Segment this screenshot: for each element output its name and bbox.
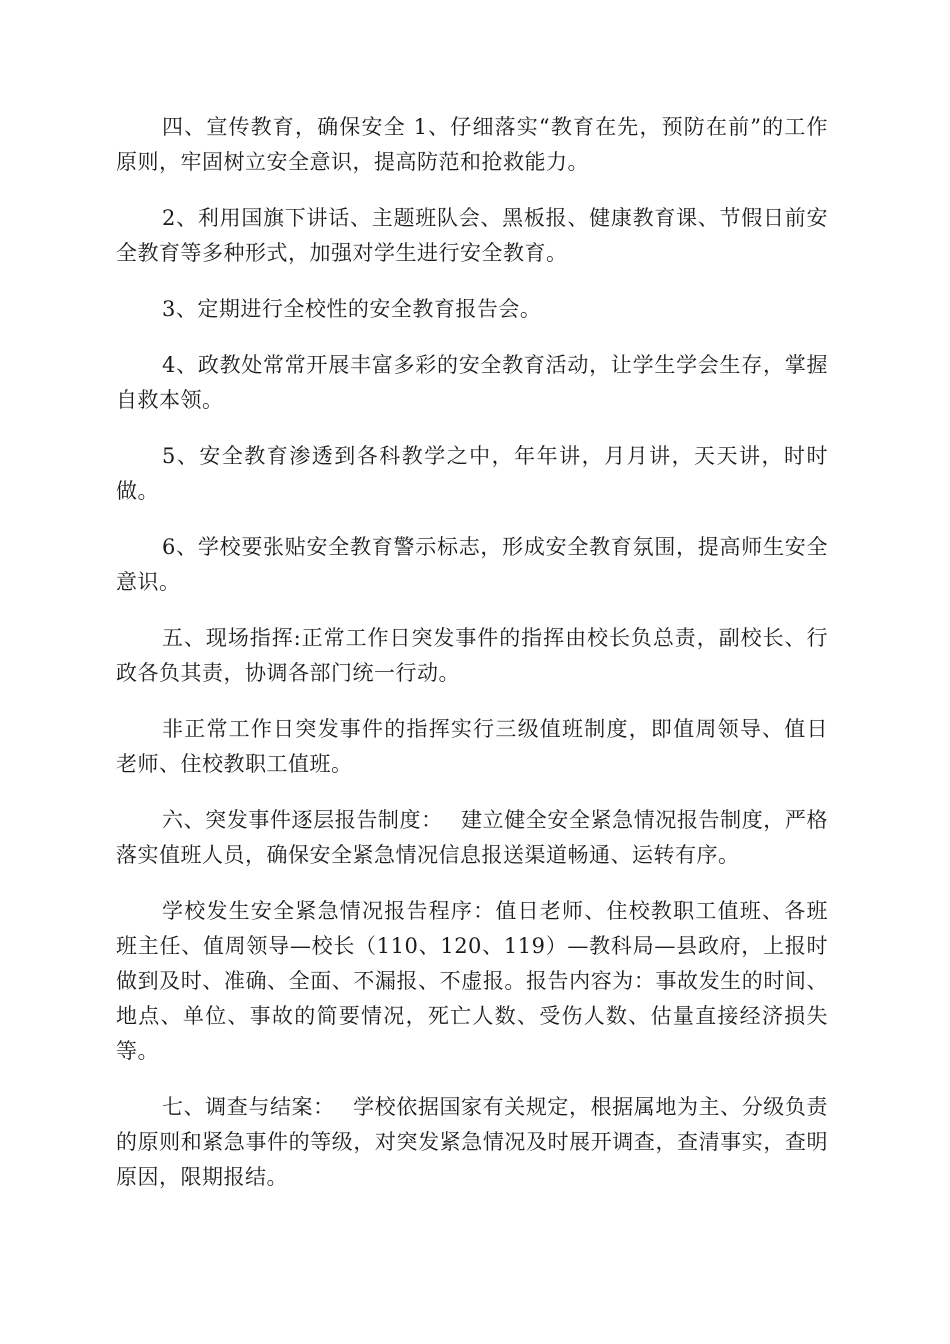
- paragraph-education-forms: 2、利用国旗下讲话、主题班队会、黑板报、健康教育课、节假日前安全教育等多种形式，加强对学生进行安全教育。: [116, 206, 828, 265]
- paragraph-education-activities: 4、政教处常常开展丰富多彩的安全教育活动，让学生学会生存，掌握自救本领。: [116, 353, 828, 412]
- document-body: [116, 110, 828, 1216]
- paragraph-duty-system: 非正常工作日突发事件的指挥实行三级值班制度，即值周领导、值日老师、住校教职工值班。: [116, 717, 828, 776]
- paragraph-subject-integration: 5、安全教育渗透到各科教学之中，年年讲，月月讲，天天讲，时时做。: [116, 444, 828, 503]
- paragraph-investigation: 七、调查与结案： 学校依据国家有关规定，根据属地为主、分级负责的原则和紧急事件的等级，对突发紧急情况及时展开调查，查清事实，查明原因，限期报结。: [116, 1095, 828, 1189]
- paragraph-reporting-system: 六、突发事件逐层报告制度： 建立健全安全紧急情况报告制度，严格落实值班人员，确保安全紧急情况信息报送渠道畅通、运转有序。: [116, 808, 828, 867]
- paragraph-warning-signs: 6、学校要张贴安全教育警示标志，形成安全教育氛围，提高师生安全意识。: [116, 535, 828, 594]
- paragraph-report-meeting: 3、定期进行全校性的安全教育报告会。: [162, 297, 542, 321]
- paragraph-reporting-procedure: 学校发生安全紧急情况报告程序：值日老师、住校教职工值班、各班班主任、值周领导—校长（110、120、119）—教科局—县政府，上报时做到及时、准确、全面、不漏报、不虚报。报告内容为：事故发生的时间、地点、单位、事故的简要情况，死亡人数、受伤人数、估量直接经济损失等。: [116, 899, 828, 1063]
- paragraph-onsite-command: 五、现场指挥:正常工作日突发事件的指挥由校长负总责，副校长、行政各负其责，协调各部门统一行动。: [116, 626, 828, 685]
- paragraph-publicity-education: 四、宣传教育，确保安全 1、仔细落实“教育在先，预防在前”的工作原则，牢固树立安全意识，提高防范和抢救能力。: [116, 115, 828, 174]
